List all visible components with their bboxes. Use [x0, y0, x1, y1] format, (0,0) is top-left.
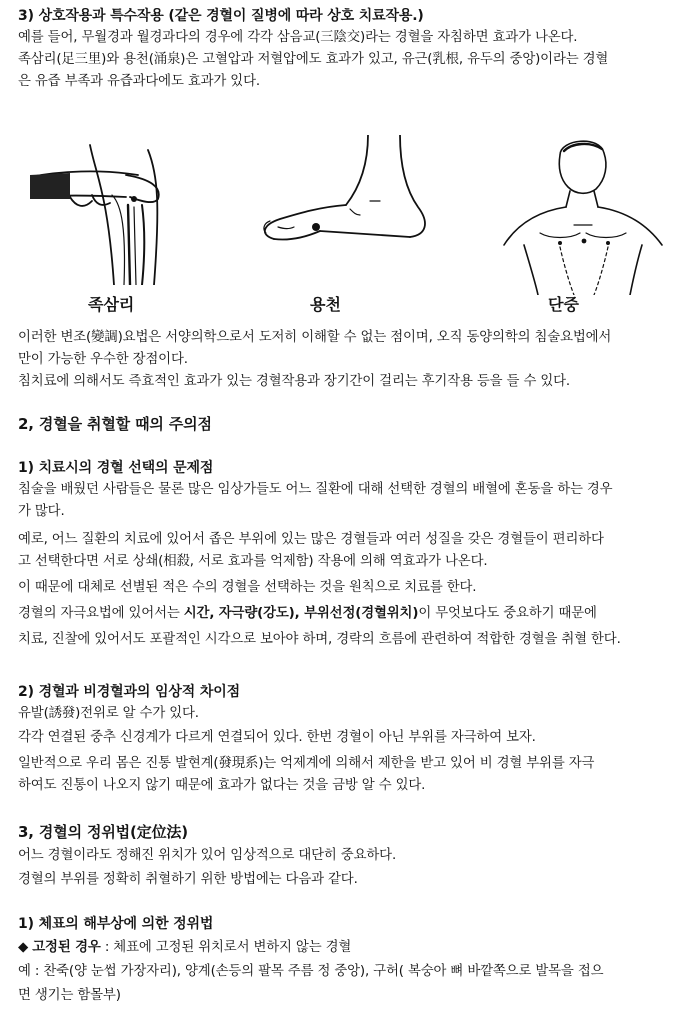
subsection-heading: 2) 경혈과 비경혈과의 임상적 차이점 [18, 684, 240, 700]
acupoint-illustrations [30, 135, 670, 305]
paragraph-line: 각각 연결된 중추 신경계가 다르게 연결되어 있다. 한번 경혈이 아닌 부위를 자극하여 보자. [18, 730, 536, 745]
paragraph-line: 예를 들어, 무월경과 월경과다의 경우에 각각 삼음교(三陰交)라는 경혈을 자침하면 효과가 나온다. [18, 30, 578, 45]
paragraph-line: 이러한 변조(變調)요법은 서양의학으로서 도저히 이해할 수 없는 점이며, 오직 동양의학의 침술요법에서 [18, 330, 612, 345]
paragraph-line: 하여도 진통이 나오지 않기 때문에 효과가 없다는 것을 금방 알 수 있다. [18, 778, 426, 793]
paragraph-line: 족삼리(足三里)와 용천(涌泉)은 고혈압과 저혈압에도 효과가 있고, 유근(乳根, 유두의 중앙)이라는 경혈 [18, 52, 609, 67]
subsection-heading: 1) 체표의 해부상에 의한 정위법 [18, 916, 214, 932]
text-span: : 체표에 고정된 위치로서 변하지 않는 경혈 [100, 940, 352, 955]
paragraph-line: 가 많다. [18, 504, 65, 519]
paragraph-line [18, 604, 686, 624]
figure-caption-yongquan: 용천 [310, 295, 341, 314]
figure-caption-zusanli: 족삼리 [88, 295, 135, 314]
paragraph-line: 은 유즙 부족과 유즙과다에도 효과가 있다. [18, 74, 260, 89]
bullet-label: 고정된 경우 [32, 940, 101, 955]
text-span: 경혈의 자극요법에 있어서는 [18, 606, 184, 621]
paragraph-line: 치료, 진찰에 있어서도 포괄적인 시각으로 보아야 하며, 경락의 흐름에 관련하여 적합한 경혈을 취혈 한다. [18, 632, 621, 647]
foot-illustration [250, 135, 460, 285]
section-heading: 3) 상호작용과 특수작용 (같은 경혈이 질병에 따라 상호 치료작용.) [18, 8, 424, 24]
paragraph-line: 예로, 어느 질환의 치료에 있어서 좁은 부위에 있는 많은 경혈들과 여러 성질을 갖은 경혈들이 편리하다 [18, 532, 604, 547]
paragraph-line: 고 선택한다면 서로 상쇄(相殺, 서로 효과를 억제함) 작용에 의해 역효과가 나온다. [18, 554, 488, 569]
paragraph-line: 유발(誘發)전위로 알 수가 있다. [18, 706, 199, 721]
paragraph-line: 어느 경혈이라도 정해진 위치가 있어 임상적으로 대단히 중요하다. [18, 848, 397, 863]
paragraph-line: 면 생기는 함몰부) [18, 988, 121, 1003]
paragraph-line: 이 때문에 대체로 선별된 적은 수의 경혈을 선택하는 것을 원칙으로 치료를 한다. [18, 580, 477, 595]
diamond-bullet-icon: ◆ [18, 940, 29, 955]
section-heading: 3, 경혈의 정위법(定位法) [18, 823, 188, 841]
subsection-heading: 1) 치료시의 경혈 선택의 문제점 [18, 460, 214, 476]
text-span: 이 무엇보다도 중요하기 때문에 [418, 606, 597, 621]
leg-knee-illustration [30, 135, 200, 285]
figure-caption-danzhong: 단중 [548, 295, 579, 314]
paragraph-line: 만이 가능한 우수한 장점이다. [18, 352, 188, 367]
paragraph-line: 침술을 배웠던 사람들은 물론 많은 임상가들도 어느 질환에 대해 선택한 경혈의 배혈에 혼동을 하는 경우 [18, 482, 613, 497]
paragraph-line: 침치료에 의해서도 즉효적인 효과가 있는 경혈작용과 장기간이 걸리는 후기작용 등을 들 수 있다. [18, 374, 571, 389]
section-heading: 2, 경혈을 취혈할 때의 주의점 [18, 415, 212, 433]
paragraph-line: 예 : 찬죽(양 눈썹 가장자리), 양계(손등의 팔목 주름 정 중앙), 구허( 복숭아 뼈 바깥쪽으로 발목을 접으 [18, 964, 604, 979]
torso-illustration [500, 135, 670, 295]
paragraph-line: 경혈의 부위를 정확히 취혈하기 위한 방법에는 다음과 같다. [18, 872, 358, 887]
paragraph-line: 일반적으로 우리 몸은 진통 발현계(發現系)는 억제계에 의해서 제한을 받고 있어 비 경혈 부위를 자극 [18, 756, 595, 771]
emphasis-text: 시간, 자극량(강도), 부위선정(경혈위치) [183, 606, 419, 621]
bullet-line [18, 938, 686, 958]
